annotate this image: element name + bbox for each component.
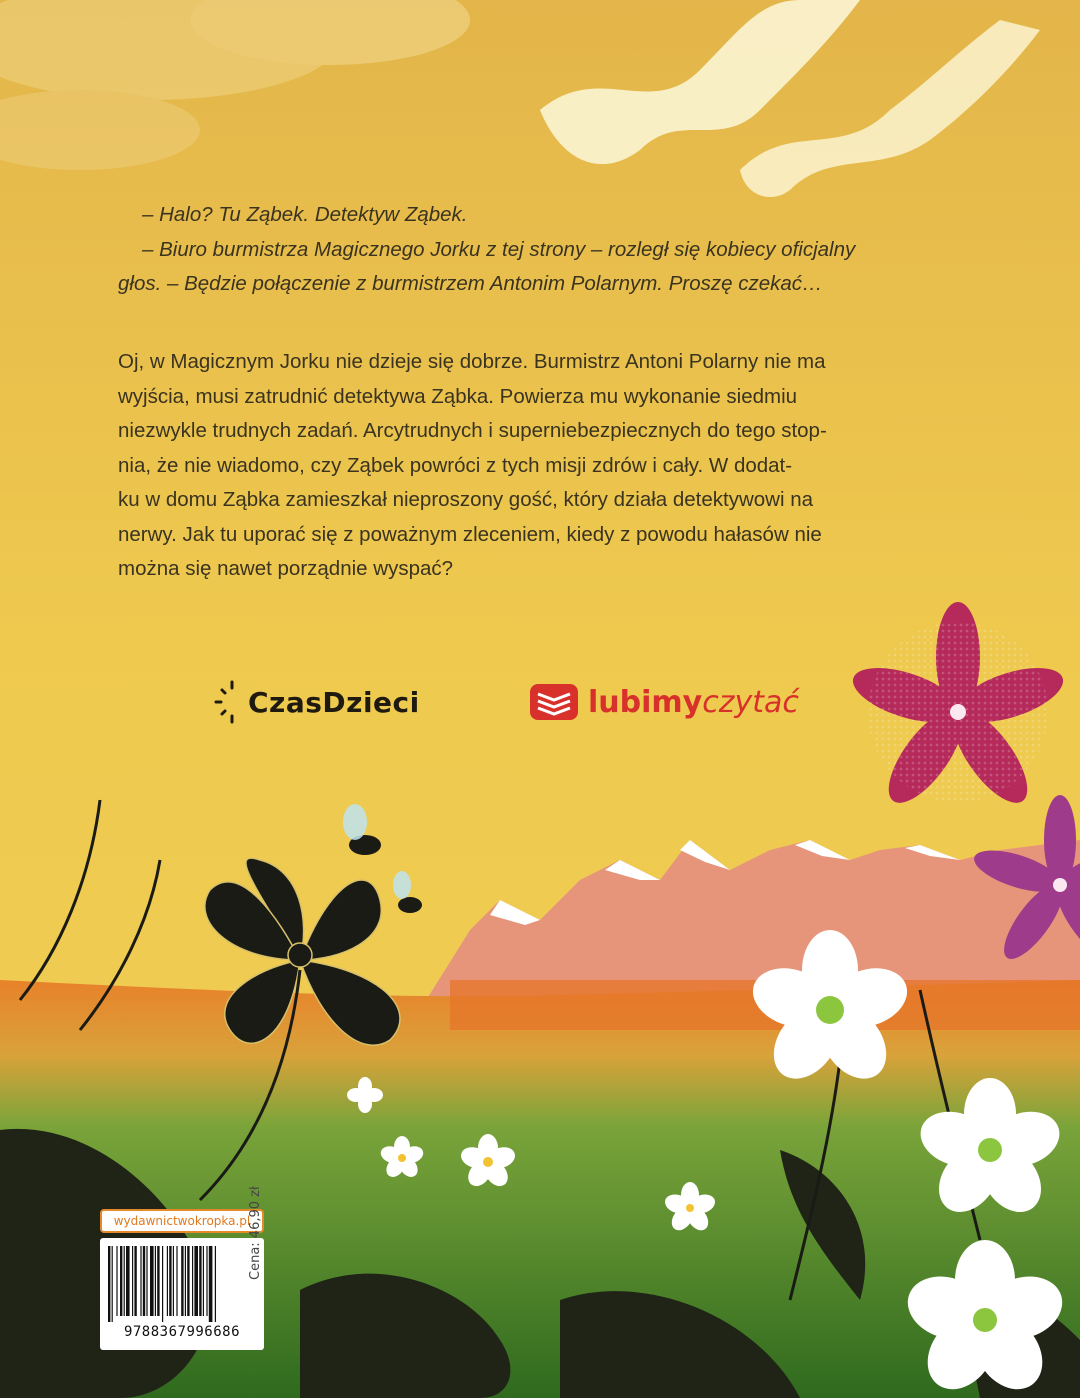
quote-line: – Biuro burmistrza Magicznego Jorku z tej strony – rozległ się kobiecy oficjalny	[142, 237, 856, 261]
blurb-line: Oj, w Magicznym Jorku nie dzieje się dobrze. Burmistrz Antoni Polarny nie ma	[118, 350, 826, 373]
quote-line: – Halo? Tu Ząbek. Detektyw Ząbek.	[142, 203, 468, 226]
barcode-bar	[116, 1246, 117, 1316]
price-label: Cena: 46,90 zł	[248, 1186, 263, 1280]
clock-burst-icon	[214, 680, 246, 724]
barcode-bar	[112, 1246, 113, 1322]
barcode-bar	[124, 1246, 125, 1316]
blurb-line: ku w domu Ząbka zamieszkał nieproszony gość, który działa detektywowi na	[118, 488, 814, 511]
lubimy-text: lubimy	[588, 684, 703, 720]
barcode-bar	[167, 1246, 168, 1316]
barcode-bar	[173, 1246, 174, 1316]
quote-dialogue	[118, 198, 970, 302]
barcode-bar	[132, 1246, 133, 1316]
barcode-bar	[176, 1246, 177, 1316]
barcode-bar	[155, 1246, 156, 1316]
barcode-bar	[108, 1246, 110, 1322]
barcode-bar	[143, 1246, 145, 1316]
barcode-bar	[120, 1246, 122, 1316]
isbn-digits: 9788367996686	[123, 1324, 241, 1340]
barcode-bar	[192, 1246, 193, 1316]
lubimy-czytac-logo	[528, 682, 799, 722]
barcode-bar	[150, 1246, 154, 1316]
barcode-bar	[187, 1246, 189, 1316]
czytac-text: czytać	[702, 684, 799, 720]
blurb-line: wyjścia, musi zatrudnić detektywa Ząbka. Powierza mu wykonanie siedmiu	[118, 384, 798, 408]
barcode-bar	[162, 1246, 163, 1322]
barcode-bar	[209, 1246, 213, 1322]
czas-dzieci-logo	[214, 680, 420, 724]
barcode-bar	[134, 1246, 136, 1316]
blurb-line: niezwykle trudnych zadań. Arcytrudnych i superniebezpiecznych do tego stop-	[118, 419, 827, 442]
barcode-bar	[215, 1246, 216, 1322]
barcode-bar	[185, 1246, 186, 1316]
blurb-line: można się nawet porządnie wyspać?	[118, 557, 454, 580]
barcode-bar	[194, 1246, 198, 1316]
barcode-bar	[157, 1246, 159, 1316]
barcode-bar	[199, 1246, 201, 1316]
barcode-bar	[181, 1246, 183, 1316]
blurb-line: nia, że nie wiadomo, czy Ząbek powróci z tych misji zdrów i cały. W dodat-	[118, 453, 793, 477]
barcode-bar	[146, 1246, 147, 1316]
barcode-bar	[126, 1246, 130, 1316]
barcode-bar	[206, 1246, 207, 1316]
czas-dzieci-text: CzasDzieci	[248, 685, 420, 719]
barcode-bar	[203, 1246, 204, 1316]
barcode-bar	[169, 1246, 171, 1316]
barcode-bars	[106, 1246, 258, 1322]
blurb-line: nerwy. Jak tu uporać się z poważnym zleceniem, kiedy z powodu hałasów nie	[118, 522, 822, 546]
publisher-label: wydawnictwokropka.pl	[100, 1209, 264, 1233]
book-stack-icon	[528, 682, 580, 722]
quote-line: głos. – Będzie połączenie z burmistrzem Antonim Polarnym. Proszę czekać…	[118, 272, 823, 295]
isbn-barcode	[100, 1238, 264, 1350]
barcode-bar	[140, 1246, 141, 1316]
blurb-paragraph	[118, 345, 970, 587]
